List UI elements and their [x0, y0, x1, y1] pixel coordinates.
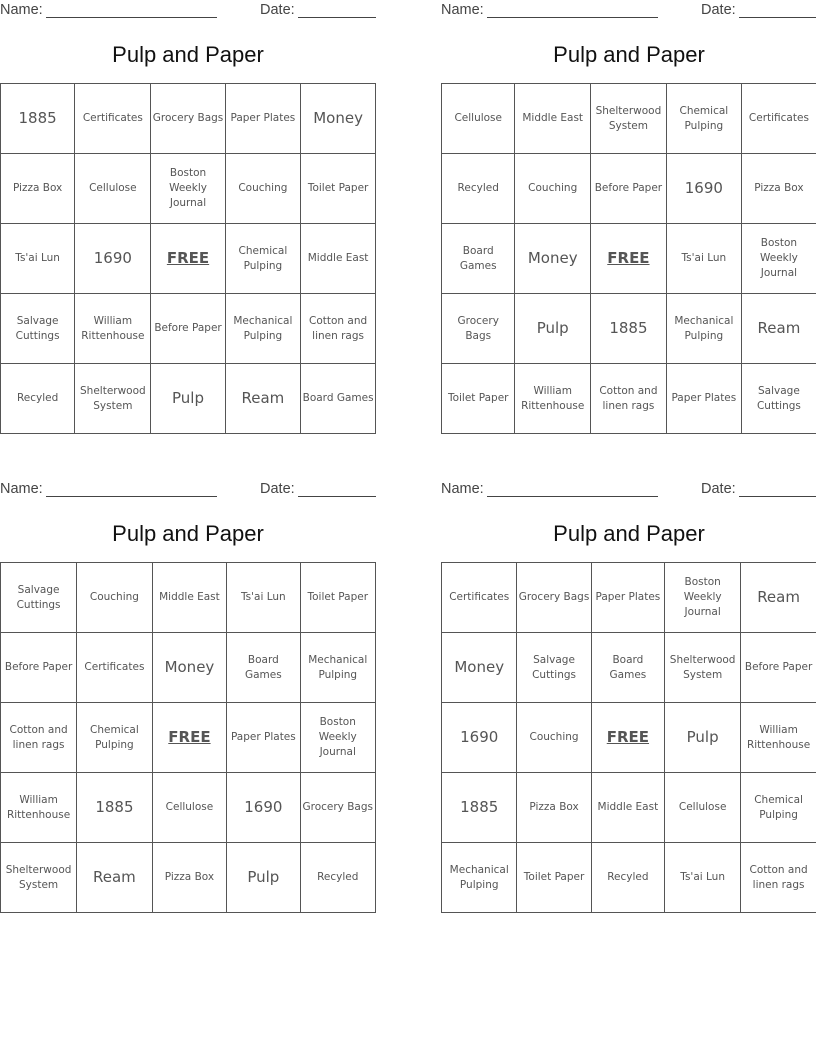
bingo-cell: Middle East: [515, 84, 591, 154]
bingo-cell: Certificates: [741, 84, 816, 154]
name-label: Name:: [441, 2, 484, 18]
bingo-cell: Cellulose: [75, 154, 151, 224]
bingo-cell: 1690: [227, 773, 300, 843]
bingo-cell: Money: [152, 633, 227, 703]
name-label: Name:: [441, 481, 484, 497]
bingo-cell: Paper Plates: [591, 563, 664, 633]
bingo-cell: Money: [442, 633, 517, 703]
date-blank-line: [298, 17, 376, 18]
bingo-cell: Before Paper: [151, 294, 225, 364]
grid-row: [442, 154, 816, 224]
bingo-cell: Board Games: [591, 633, 664, 703]
free-space-cell: FREE: [152, 703, 227, 773]
bingo-cell: Cotton and linen rags: [1, 703, 77, 773]
grid-row: [1, 563, 376, 633]
bingo-cell: Middle East: [152, 563, 227, 633]
bingo-cell: Pulp: [227, 843, 300, 913]
bingo-cell: Pizza Box: [517, 773, 591, 843]
bingo-cell: Shelterwood System: [75, 364, 151, 434]
name-date-row: [441, 481, 816, 499]
bingo-cell: 1690: [442, 703, 517, 773]
name-date-row: [441, 2, 816, 20]
date-blank-line: [298, 496, 376, 497]
card-title: Pulp and Paper: [112, 42, 264, 67]
bingo-cell: Money: [515, 224, 591, 294]
bingo-grid: [441, 83, 816, 434]
bingo-cell: Mechanical Pulping: [666, 294, 741, 364]
bingo-cell: 1885: [442, 773, 517, 843]
grid-row: [1, 294, 376, 364]
grid-row: [442, 703, 816, 773]
date-label: Date:: [260, 2, 295, 18]
bingo-cell: Board Games: [301, 364, 376, 434]
bingo-cell: Ream: [741, 563, 816, 633]
bingo-cell: Paper Plates: [225, 84, 301, 154]
bingo-cell: 1885: [1, 84, 75, 154]
name-blank-line: [487, 17, 658, 18]
bingo-cell: Paper Plates: [227, 703, 300, 773]
bingo-cell: Cotton and linen rags: [590, 364, 666, 434]
bingo-cell: Grocery Bags: [517, 563, 591, 633]
bingo-grid: [0, 83, 376, 434]
name-label: Name:: [0, 2, 43, 18]
date-blank-line: [739, 496, 816, 497]
bingo-cell: Grocery Bags: [300, 773, 376, 843]
bingo-cell: Certificates: [77, 633, 153, 703]
bingo-cell: Pulp: [665, 703, 741, 773]
bingo-cell: Chemical Pulping: [77, 703, 153, 773]
grid-row: [442, 773, 816, 843]
grid-row: [1, 843, 376, 913]
bingo-cell: Toilet Paper: [517, 843, 591, 913]
bingo-cell: Couching: [517, 703, 591, 773]
bingo-cell: Mechanical Pulping: [442, 843, 517, 913]
bingo-cell: Boston Weekly Journal: [665, 563, 741, 633]
bingo-cell: 1885: [77, 773, 153, 843]
bingo-cell: Recyled: [1, 364, 75, 434]
grid-row: [442, 843, 816, 913]
bingo-cell: Recyled: [300, 843, 376, 913]
grid-row: [1, 633, 376, 703]
bingo-cell: William Rittenhouse: [1, 773, 77, 843]
bingo-cell: Recyled: [591, 843, 664, 913]
bingo-cell: Grocery Bags: [151, 84, 225, 154]
bingo-cell: Salvage Cuttings: [517, 633, 591, 703]
bingo-cell: Chemical Pulping: [741, 773, 816, 843]
free-space-cell: FREE: [151, 224, 225, 294]
bingo-cell: Cotton and linen rags: [301, 294, 376, 364]
name-date-row: [0, 481, 376, 499]
bingo-cell: Before Paper: [590, 154, 666, 224]
bingo-cell: Ream: [225, 364, 301, 434]
bingo-cell: Board Games: [227, 633, 300, 703]
bingo-cell: Toilet Paper: [442, 364, 515, 434]
card-title: Pulp and Paper: [112, 521, 264, 546]
bingo-cell: Ream: [77, 843, 153, 913]
grid-row: [1, 773, 376, 843]
name-blank-line: [46, 17, 217, 18]
bingo-cell: Chemical Pulping: [666, 84, 741, 154]
date-label: Date:: [260, 481, 295, 497]
name-blank-line: [487, 496, 658, 497]
bingo-cell: William Rittenhouse: [75, 294, 151, 364]
bingo-cell: Ream: [741, 294, 816, 364]
grid-row: [1, 364, 376, 434]
bingo-cell: Certificates: [75, 84, 151, 154]
bingo-cell: Paper Plates: [666, 364, 741, 434]
grid-row: [1, 703, 376, 773]
bingo-cell: Shelterwood System: [1, 843, 77, 913]
bingo-cell: Certificates: [442, 563, 517, 633]
bingo-cell: William Rittenhouse: [515, 364, 591, 434]
bingo-cell: Grocery Bags: [442, 294, 515, 364]
bingo-cell: Boston Weekly Journal: [741, 224, 816, 294]
date-label: Date:: [701, 481, 736, 497]
grid-row: [1, 224, 376, 294]
bingo-cell: Ts'ai Lun: [227, 563, 300, 633]
bingo-cell: Couching: [225, 154, 301, 224]
bingo-cell: Mechanical Pulping: [225, 294, 301, 364]
date-blank-line: [739, 17, 816, 18]
bingo-cell: 1885: [590, 294, 666, 364]
bingo-cell: Salvage Cuttings: [1, 294, 75, 364]
bingo-cell: Ts'ai Lun: [1, 224, 75, 294]
bingo-cell: Boston Weekly Journal: [300, 703, 376, 773]
bingo-cell: Pulp: [151, 364, 225, 434]
bingo-cell: Salvage Cuttings: [741, 364, 816, 434]
bingo-cell: Middle East: [301, 224, 376, 294]
name-label: Name:: [0, 481, 43, 497]
free-space-cell: FREE: [590, 224, 666, 294]
bingo-cell: Cotton and linen rags: [741, 843, 816, 913]
bingo-cell: William Rittenhouse: [741, 703, 816, 773]
bingo-cell: 1690: [75, 224, 151, 294]
grid-row: [442, 563, 816, 633]
bingo-cell: Pizza Box: [1, 154, 75, 224]
bingo-cell: Boston Weekly Journal: [151, 154, 225, 224]
bingo-cell: Before Paper: [741, 633, 816, 703]
bingo-cell: Recyled: [442, 154, 515, 224]
bingo-cell: Shelterwood System: [665, 633, 741, 703]
bingo-cell: Shelterwood System: [590, 84, 666, 154]
date-label: Date:: [701, 2, 736, 18]
name-blank-line: [46, 496, 217, 497]
bingo-cell: Pulp: [515, 294, 591, 364]
bingo-cell: Couching: [515, 154, 591, 224]
bingo-cell: Salvage Cuttings: [1, 563, 77, 633]
grid-row: [442, 224, 816, 294]
bingo-cell: 1690: [666, 154, 741, 224]
bingo-cell: Board Games: [442, 224, 515, 294]
bingo-cell: Cellulose: [152, 773, 227, 843]
bingo-grid: [0, 562, 376, 913]
bingo-cell: Before Paper: [1, 633, 77, 703]
grid-row: [442, 633, 816, 703]
bingo-cell: Toilet Paper: [300, 563, 376, 633]
free-space-cell: FREE: [591, 703, 664, 773]
grid-row: [1, 154, 376, 224]
bingo-cell: Ts'ai Lun: [666, 224, 741, 294]
bingo-cell: Chemical Pulping: [225, 224, 301, 294]
bingo-cell: Pizza Box: [152, 843, 227, 913]
card-title: Pulp and Paper: [553, 42, 705, 67]
bingo-cell: Middle East: [591, 773, 664, 843]
bingo-cell: Pizza Box: [741, 154, 816, 224]
bingo-cell: Cellulose: [442, 84, 515, 154]
bingo-grid: [441, 562, 816, 913]
grid-row: [442, 364, 816, 434]
name-date-row: [0, 2, 376, 20]
bingo-cell: Toilet Paper: [301, 154, 376, 224]
bingo-cell: Cellulose: [665, 773, 741, 843]
grid-row: [442, 294, 816, 364]
card-title: Pulp and Paper: [553, 521, 705, 546]
grid-row: [442, 84, 816, 154]
grid-row: [1, 84, 376, 154]
bingo-cell: Ts'ai Lun: [665, 843, 741, 913]
bingo-cell: Money: [301, 84, 376, 154]
bingo-cell: Couching: [77, 563, 153, 633]
bingo-cell: Mechanical Pulping: [300, 633, 376, 703]
